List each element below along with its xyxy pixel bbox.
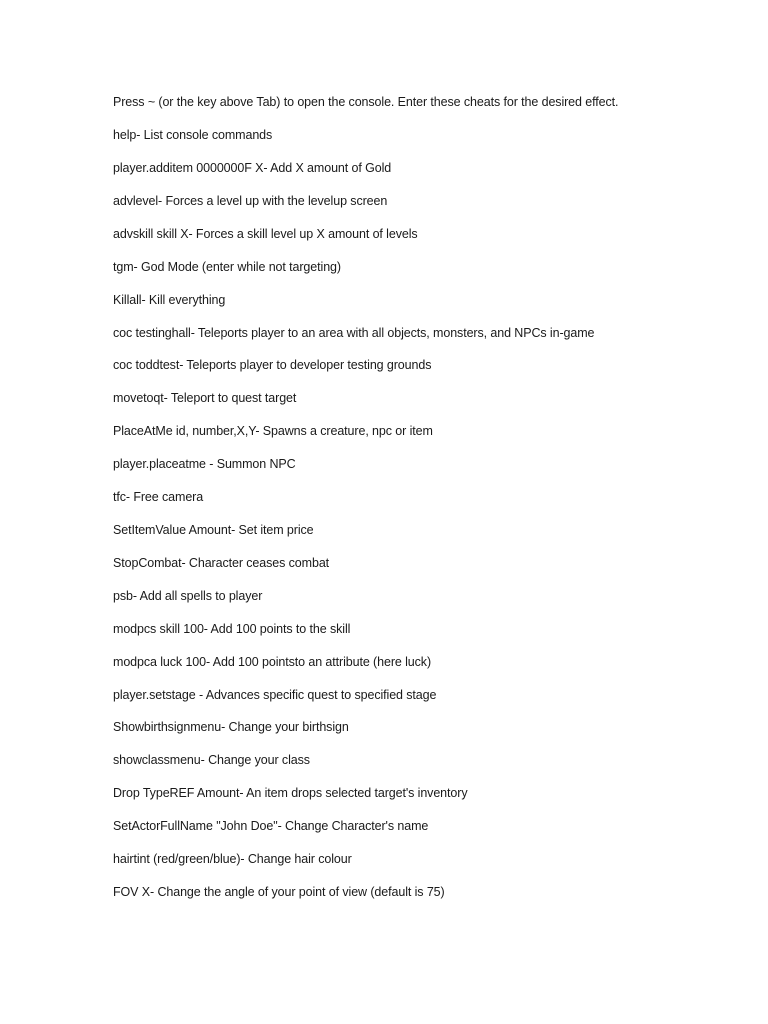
cheat-line-psb: psb- Add all spells to player [113, 589, 263, 603]
cheat-line-movetoqt: movetoqt- Teleport to quest target [113, 391, 297, 405]
cheat-line-stopcombat: StopCombat- Character ceases combat [113, 556, 330, 570]
cheat-line-coc-toddtest: coc toddtest- Teleports player to developer testing grounds [113, 358, 432, 372]
cheat-line-advlevel: advlevel- Forces a level up with the levelup screen [113, 194, 388, 208]
cheat-line-tfc: tfc- Free camera [113, 490, 204, 504]
cheat-line-advskill: advskill skill X- Forces a skill level up X amount of levels [113, 227, 418, 241]
cheat-line-killall: Killall- Kill everything [113, 293, 226, 307]
cheat-line-tgm: tgm- God Mode (enter while not targeting) [113, 260, 341, 274]
cheat-line-showclassmenu: showclassmenu- Change your class [113, 753, 310, 767]
cheat-line-fov: FOV X- Change the angle of your point of view (default is 75) [113, 885, 445, 899]
cheat-line-drop: Drop TypeREF Amount- An item drops selected target's inventory [113, 786, 468, 800]
cheat-line-help: help- List console commands [113, 128, 273, 142]
cheat-line-setitemvalue: SetItemValue Amount- Set item price [113, 523, 314, 537]
cheat-line-modpca: modpca luck 100- Add 100 pointsto an attribute (here luck) [113, 655, 432, 669]
cheat-line-coc-testinghall: coc testinghall- Teleports player to an area with all objects, monsters, and NPCs in-game [113, 326, 595, 340]
cheat-line-setactorfullname: SetActorFullName "John Doe"- Change Character's name [113, 819, 429, 833]
cheat-line-hairtint: hairtint (red/green/blue)- Change hair colour [113, 852, 352, 866]
cheat-line-setstage: player.setstage - Advances specific quest to specified stage [113, 688, 437, 702]
cheat-line-showbirthsignmenu: Showbirthsignmenu- Change your birthsign [113, 720, 349, 734]
cheat-line-additem: player.additem 0000000F X- Add X amount of Gold [113, 161, 392, 175]
cheat-line-placeatme: PlaceAtMe id, number,X,Y- Spawns a creature, npc or item [113, 424, 433, 438]
intro-line: Press ~ (or the key above Tab) to open the console. Enter these cheats for the desired effect. [113, 95, 619, 109]
cheat-line-player-placeatme: player.placeatme - Summon NPC [113, 457, 296, 471]
cheat-line-modpcs: modpcs skill 100- Add 100 points to the skill [113, 622, 351, 636]
